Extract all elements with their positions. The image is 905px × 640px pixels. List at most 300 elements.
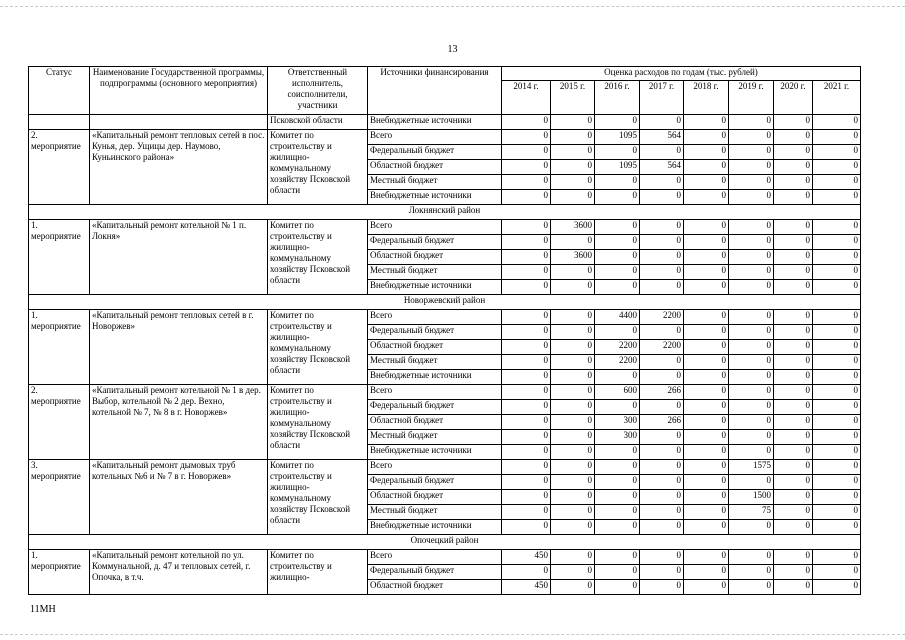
value-cell: 0 (551, 580, 595, 595)
measure-responsible: Комитет по строительству и жилищно-коммунальному хозяйству Псковской области (268, 310, 368, 385)
value-cell: 0 (502, 160, 551, 175)
region-heading: Опочецкий район (29, 535, 861, 550)
value-cell: 0 (684, 550, 729, 565)
value-cell: 0 (684, 565, 729, 580)
value-cell: 0 (684, 505, 729, 520)
value-cell: 0 (551, 445, 595, 460)
value-cell: 266 (640, 385, 684, 400)
value-cell: 0 (684, 115, 729, 130)
value-cell: 0 (551, 550, 595, 565)
value-cell: 0 (813, 280, 861, 295)
value-cell: 0 (551, 460, 595, 475)
value-cell: 0 (813, 190, 861, 205)
value-cell: 0 (729, 325, 774, 340)
measure-name: «Капитальный ремонт тепловых сетей в г. Новоржев» (90, 310, 268, 385)
value-cell: 0 (729, 580, 774, 595)
value-cell: 0 (729, 130, 774, 145)
value-cell: 0 (684, 160, 729, 175)
value-cell: 0 (774, 190, 813, 205)
value-cell: 0 (774, 145, 813, 160)
value-cell: 0 (729, 190, 774, 205)
value-cell: 0 (813, 370, 861, 385)
value-cell: 0 (595, 565, 640, 580)
value-cell: 0 (729, 445, 774, 460)
value-cell: 300 (595, 415, 640, 430)
value-cell: 564 (640, 130, 684, 145)
value-cell: 0 (502, 385, 551, 400)
value-cell: 0 (684, 235, 729, 250)
value-cell: 0 (684, 520, 729, 535)
source-cell: Областной бюджет (368, 160, 502, 175)
value-cell: 0 (502, 460, 551, 475)
source-cell: Внебюджетные источники (368, 370, 502, 385)
value-cell: 0 (729, 235, 774, 250)
measure-status: 2. мероприятие (29, 130, 90, 205)
value-cell: 3600 (551, 220, 595, 235)
header-responsible: Ответственный исполнитель, соисполнители, участники (268, 67, 368, 115)
value-cell: 0 (813, 130, 861, 145)
value-cell: 0 (551, 565, 595, 580)
value-cell: 1095 (595, 130, 640, 145)
value-cell: 2200 (595, 340, 640, 355)
value-cell: 0 (813, 115, 861, 130)
measure-responsible: Комитет по строительству и жилищно- (268, 550, 368, 595)
value-cell: 0 (640, 430, 684, 445)
source-cell: Всего (368, 130, 502, 145)
value-cell: 0 (813, 550, 861, 565)
value-cell: 0 (684, 460, 729, 475)
value-cell: 0 (595, 175, 640, 190)
value-cell: 0 (502, 265, 551, 280)
value-cell: 1095 (595, 160, 640, 175)
value-cell: 0 (813, 355, 861, 370)
region-heading: Локнянский район (29, 205, 861, 220)
source-cell: Областной бюджет (368, 490, 502, 505)
value-cell: 0 (729, 250, 774, 265)
value-cell: 0 (502, 400, 551, 415)
value-cell: 0 (774, 235, 813, 250)
value-cell: 0 (774, 385, 813, 400)
value-cell: 0 (729, 145, 774, 160)
scan-edge-bottom (0, 634, 905, 635)
header-year: 2014 г. (502, 81, 551, 115)
value-cell: 0 (774, 250, 813, 265)
source-cell: Местный бюджет (368, 355, 502, 370)
value-cell: 0 (774, 325, 813, 340)
source-cell: Внебюджетные источники (368, 190, 502, 205)
value-cell: 0 (551, 145, 595, 160)
footer-code: 11МН (30, 604, 56, 615)
value-cell: 0 (595, 265, 640, 280)
value-cell: 0 (729, 475, 774, 490)
value-cell: 0 (502, 430, 551, 445)
value-cell: 0 (729, 115, 774, 130)
value-cell: 0 (684, 370, 729, 385)
value-cell: 0 (684, 415, 729, 430)
value-cell: 0 (774, 490, 813, 505)
value-cell: 0 (640, 445, 684, 460)
source-cell: Всего (368, 550, 502, 565)
measure-status: 3. мероприятие (29, 460, 90, 535)
value-cell: 0 (684, 355, 729, 370)
value-cell: 0 (684, 325, 729, 340)
value-cell: 0 (813, 385, 861, 400)
value-cell: 0 (502, 235, 551, 250)
source-cell: Внебюджетные источники (368, 520, 502, 535)
value-cell: 0 (813, 265, 861, 280)
status-cell (29, 115, 90, 130)
value-cell: 0 (595, 325, 640, 340)
value-cell: 0 (774, 445, 813, 460)
expenditure-table (28, 66, 861, 595)
source-cell: Федеральный бюджет (368, 325, 502, 340)
value-cell: 0 (684, 430, 729, 445)
value-cell: 0 (684, 175, 729, 190)
value-cell: 0 (551, 385, 595, 400)
value-cell: 0 (774, 280, 813, 295)
value-cell: 0 (684, 445, 729, 460)
source-cell: Федеральный бюджет (368, 400, 502, 415)
value-cell: 0 (551, 280, 595, 295)
value-cell: 0 (502, 190, 551, 205)
value-cell: 0 (729, 310, 774, 325)
value-cell: 0 (640, 145, 684, 160)
value-cell: 0 (774, 175, 813, 190)
value-cell: 0 (729, 400, 774, 415)
value-cell: 0 (729, 565, 774, 580)
value-cell: 0 (595, 370, 640, 385)
value-cell: 0 (595, 475, 640, 490)
value-cell: 0 (502, 355, 551, 370)
value-cell: 0 (551, 130, 595, 145)
value-cell: 75 (729, 505, 774, 520)
scan-edge-top (0, 6, 905, 7)
value-cell: 0 (502, 115, 551, 130)
value-cell: 0 (640, 235, 684, 250)
value-cell: 0 (774, 370, 813, 385)
source-cell: Внебюджетные источники (368, 445, 502, 460)
value-cell: 0 (774, 220, 813, 235)
value-cell: 0 (684, 250, 729, 265)
source-cell: Областной бюджет (368, 250, 502, 265)
value-cell: 0 (551, 355, 595, 370)
value-cell: 0 (729, 385, 774, 400)
value-cell: 0 (502, 130, 551, 145)
value-cell: 3600 (551, 250, 595, 265)
value-cell: 0 (595, 520, 640, 535)
header-costs: Оценка расходов по годам (тыс. рублей) (502, 67, 861, 81)
table-row (29, 220, 861, 235)
measure-status: 1. мероприятие (29, 220, 90, 295)
value-cell: 0 (551, 505, 595, 520)
value-cell: 450 (502, 580, 551, 595)
value-cell: 0 (813, 565, 861, 580)
value-cell: 0 (729, 280, 774, 295)
value-cell: 2200 (640, 310, 684, 325)
value-cell: 0 (684, 580, 729, 595)
value-cell: 0 (640, 490, 684, 505)
value-cell: 0 (502, 505, 551, 520)
value-cell: 0 (640, 355, 684, 370)
value-cell: 0 (595, 550, 640, 565)
source-cell: Федеральный бюджет (368, 565, 502, 580)
value-cell: 0 (774, 565, 813, 580)
value-cell: 0 (551, 400, 595, 415)
value-cell: 0 (551, 265, 595, 280)
value-cell: 0 (551, 175, 595, 190)
measure-name: «Капитальный ремонт котельной № 1 в дер. Выбор, котельной № 2 дер. Вехно, котельной № 7, № 8 в г. Новоржев» (90, 385, 268, 460)
responsible-cell: Псковской области (268, 115, 368, 130)
value-cell: 0 (595, 220, 640, 235)
value-cell: 0 (502, 325, 551, 340)
value-cell: 600 (595, 385, 640, 400)
measure-responsible: Комитет по строительству и жилищно-коммунальному хозяйству Псковской области (268, 385, 368, 460)
value-cell: 0 (774, 115, 813, 130)
source-cell: Всего (368, 310, 502, 325)
header-sources: Источники финансирования (368, 67, 502, 115)
header-status: Статус (29, 67, 90, 115)
value-cell: 0 (502, 490, 551, 505)
value-cell: 0 (813, 415, 861, 430)
source-cell: Федеральный бюджет (368, 235, 502, 250)
source-cell: Всего (368, 460, 502, 475)
value-cell: 450 (502, 550, 551, 565)
header-row (29, 67, 861, 81)
measure-name: «Капитальный ремонт котельной № 1 п. Локня» (90, 220, 268, 295)
value-cell: 0 (813, 400, 861, 415)
value-cell: 300 (595, 430, 640, 445)
value-cell: 0 (729, 355, 774, 370)
table-row (29, 310, 861, 325)
value-cell: 0 (813, 160, 861, 175)
value-cell: 0 (813, 580, 861, 595)
source-cell: Всего (368, 385, 502, 400)
value-cell: 0 (774, 430, 813, 445)
value-cell: 0 (729, 160, 774, 175)
header-year: 2015 г. (551, 81, 595, 115)
value-cell: 0 (813, 340, 861, 355)
region-row (29, 205, 861, 220)
source-cell: Всего (368, 220, 502, 235)
value-cell: 0 (684, 265, 729, 280)
header-year: 2017 г. (640, 81, 684, 115)
region-row (29, 295, 861, 310)
value-cell: 0 (502, 370, 551, 385)
value-cell: 0 (684, 340, 729, 355)
value-cell: 0 (640, 475, 684, 490)
value-cell: 0 (813, 460, 861, 475)
header-year: 2019 г. (729, 81, 774, 115)
value-cell: 0 (502, 250, 551, 265)
value-cell: 0 (684, 400, 729, 415)
source-cell: Внебюджетные источники (368, 115, 502, 130)
value-cell: 266 (640, 415, 684, 430)
value-cell: 0 (684, 310, 729, 325)
value-cell: 0 (502, 175, 551, 190)
value-cell: 0 (551, 325, 595, 340)
measure-responsible: Комитет по строительству и жилищно-коммунальному хозяйству Псковской области (268, 220, 368, 295)
value-cell: 4400 (595, 310, 640, 325)
name-cell (90, 115, 268, 130)
value-cell: 0 (595, 250, 640, 265)
value-cell: 0 (502, 520, 551, 535)
value-cell: 0 (729, 415, 774, 430)
header-year: 2018 г. (684, 81, 729, 115)
value-cell: 0 (813, 235, 861, 250)
value-cell: 2200 (595, 355, 640, 370)
value-cell: 0 (640, 550, 684, 565)
header-year: 2020 г. (774, 81, 813, 115)
value-cell: 0 (595, 490, 640, 505)
value-cell: 0 (774, 505, 813, 520)
value-cell: 0 (813, 310, 861, 325)
value-cell: 0 (684, 385, 729, 400)
value-cell: 0 (729, 370, 774, 385)
value-cell: 0 (502, 445, 551, 460)
value-cell: 0 (684, 145, 729, 160)
value-cell: 0 (813, 175, 861, 190)
value-cell: 0 (684, 190, 729, 205)
page-number: 13 (447, 44, 458, 55)
value-cell: 0 (551, 310, 595, 325)
value-cell: 1575 (729, 460, 774, 475)
source-cell: Местный бюджет (368, 175, 502, 190)
value-cell: 0 (813, 475, 861, 490)
value-cell: 0 (813, 490, 861, 505)
value-cell: 0 (640, 250, 684, 265)
value-cell: 0 (640, 175, 684, 190)
value-cell: 1500 (729, 490, 774, 505)
value-cell: 0 (774, 400, 813, 415)
measure-responsible: Комитет по строительству и жилищно-коммунальному хозяйству Псковской области (268, 460, 368, 535)
value-cell: 0 (551, 340, 595, 355)
measure-responsible: Комитет по строительству и жилищно-коммунальному хозяйству Псковской области (268, 130, 368, 205)
value-cell: 0 (640, 400, 684, 415)
value-cell: 0 (551, 160, 595, 175)
value-cell: 0 (813, 145, 861, 160)
value-cell: 0 (684, 130, 729, 145)
value-cell: 0 (640, 265, 684, 280)
value-cell: 0 (595, 190, 640, 205)
source-cell: Областной бюджет (368, 415, 502, 430)
value-cell: 0 (774, 520, 813, 535)
table-row (29, 385, 861, 400)
value-cell: 0 (595, 280, 640, 295)
value-cell: 0 (774, 130, 813, 145)
value-cell: 0 (640, 460, 684, 475)
source-cell: Федеральный бюджет (368, 145, 502, 160)
source-cell: Местный бюджет (368, 430, 502, 445)
source-cell: Внебюджетные источники (368, 280, 502, 295)
value-cell: 0 (502, 340, 551, 355)
value-cell: 0 (551, 235, 595, 250)
value-cell: 0 (640, 370, 684, 385)
value-cell: 0 (640, 565, 684, 580)
value-cell: 0 (774, 475, 813, 490)
value-cell: 0 (640, 505, 684, 520)
value-cell: 0 (640, 280, 684, 295)
value-cell: 0 (729, 430, 774, 445)
source-cell: Областной бюджет (368, 580, 502, 595)
table-row (29, 460, 861, 475)
value-cell: 0 (813, 520, 861, 535)
value-cell: 0 (774, 550, 813, 565)
value-cell: 0 (502, 565, 551, 580)
value-cell: 0 (774, 340, 813, 355)
value-cell: 0 (551, 475, 595, 490)
value-cell: 0 (551, 490, 595, 505)
value-cell: 0 (729, 265, 774, 280)
value-cell: 0 (640, 580, 684, 595)
value-cell: 0 (502, 220, 551, 235)
header-year: 2016 г. (595, 81, 640, 115)
measure-status: 1. мероприятие (29, 310, 90, 385)
value-cell: 0 (595, 115, 640, 130)
value-cell: 0 (774, 265, 813, 280)
value-cell: 0 (813, 325, 861, 340)
value-cell: 0 (595, 145, 640, 160)
value-cell: 0 (640, 115, 684, 130)
region-heading: Новоржевский район (29, 295, 861, 310)
region-row (29, 535, 861, 550)
value-cell: 0 (813, 250, 861, 265)
measure-name: «Капитальный ремонт котельной по ул. Коммунальной, д. 47 и тепловых сетей, г. Опочка, в т.ч. (90, 550, 268, 595)
measure-name: «Капитальный ремонт дымовых труб котельных №6 и № 7 в г. Новоржев» (90, 460, 268, 535)
value-cell: 0 (551, 520, 595, 535)
table-row (29, 550, 861, 565)
source-cell: Областной бюджет (368, 340, 502, 355)
value-cell: 0 (595, 235, 640, 250)
value-cell: 0 (813, 445, 861, 460)
value-cell: 0 (684, 490, 729, 505)
value-cell: 0 (551, 430, 595, 445)
value-cell: 0 (774, 580, 813, 595)
measure-status: 1. мероприятие (29, 550, 90, 595)
measure-name: «Капитальный ремонт тепловых сетей в пос. Кунья, дер. Ущицы дер. Наумово, Куньинского района» (90, 130, 268, 205)
value-cell: 0 (684, 280, 729, 295)
value-cell: 0 (551, 190, 595, 205)
value-cell: 0 (640, 325, 684, 340)
table-row (29, 130, 861, 145)
value-cell: 0 (813, 430, 861, 445)
value-cell: 0 (551, 415, 595, 430)
source-cell: Местный бюджет (368, 505, 502, 520)
value-cell: 0 (684, 475, 729, 490)
value-cell: 0 (595, 400, 640, 415)
value-cell: 0 (640, 190, 684, 205)
value-cell: 0 (640, 520, 684, 535)
value-cell: 0 (729, 340, 774, 355)
value-cell: 2200 (640, 340, 684, 355)
value-cell: 0 (774, 310, 813, 325)
value-cell: 0 (774, 415, 813, 430)
value-cell: 0 (551, 370, 595, 385)
value-cell: 0 (774, 355, 813, 370)
value-cell: 0 (595, 460, 640, 475)
value-cell: 0 (502, 475, 551, 490)
value-cell: 564 (640, 160, 684, 175)
source-cell: Местный бюджет (368, 265, 502, 280)
value-cell: 0 (595, 445, 640, 460)
header-name: Наименование Государственной программы, подпрограммы (основного мероприятия) (90, 67, 268, 115)
measure-status: 2. мероприятие (29, 385, 90, 460)
value-cell: 0 (640, 220, 684, 235)
carry-over-row (29, 115, 861, 130)
value-cell: 0 (774, 160, 813, 175)
header-year: 2021 г. (813, 81, 861, 115)
value-cell: 0 (684, 220, 729, 235)
value-cell: 0 (502, 145, 551, 160)
